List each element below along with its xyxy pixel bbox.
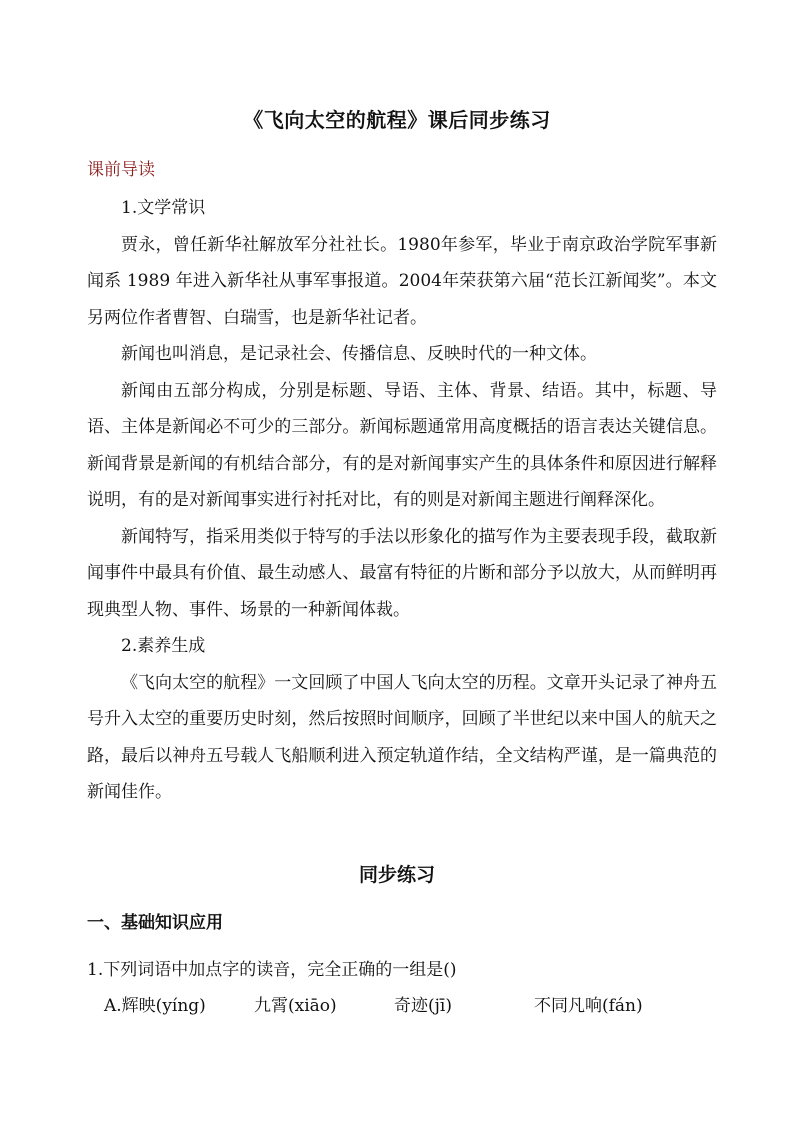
paragraph-news-feature: 新闻特写，指采用类似于特写的手法以形象化的描写作为主要表现手段，截取新闻事件中最具有价值、最生动感人、最富有特征的片断和部分予以放大，从而鲜明再现典型人物、事件、场景的一种新闻体裁。 [87, 526, 717, 620]
paragraph-news-structure: 新闻由五部分构成，分别是标题、导语、主体、背景、结语。其中，标题、导语、主体是新闻必不可少的三部分。新闻标题通常用高度概括的语言表达关键信息。新闻背景是新闻的有机结合部分，有的是对新闻事实产生的具体条件和原因进行解释说明，有的是对新闻事实进行衬托对比，有的则是对新闻主题进行阐释深化。 [87, 380, 717, 510]
option-item: 九霄(xiāo) [254, 996, 337, 1016]
option-item: 奇迹(jī) [394, 996, 452, 1016]
question-1-stem: 1.下列词语中加点字的读音，完全正确的一组是() [87, 960, 457, 980]
option-item: A.辉映(yíng) [104, 996, 206, 1016]
paragraph-author-bio: 贾永，曾任新华社解放军分社社长。1980年参军，毕业于南京政治学院军事新闻系 1989 年进入新华社从事军事报道。2004年荣获第六届“范长江新闻奖”。本文另两位作者曹智、白瑞雪，也是新华社记者。 [87, 234, 717, 328]
paragraph-news-definition: 新闻也叫消息，是记录社会、传播信息、反映时代的一种文体。 [121, 344, 597, 364]
pre-reading-body [87, 190, 717, 811]
practice-heading: 同步练习 [358, 864, 435, 886]
part-one-heading: 一、基础知识应用 [87, 913, 223, 933]
paragraph-summary: 《飞向太空的航程》一文回顾了中国人飞向太空的历程。文章开头记录了神舟五号升入太空的重要历史时刻，然后按照时间顺序，回顾了半世纪以来中国人的航天之路，最后以神舟五号载人飞船顺利进入预定轨道作结，全文结构严谨，是一篇典范的新闻佳作。 [87, 672, 717, 802]
section-heading-pre-reading: 课前导读 [87, 160, 155, 180]
page-title: 《飞向太空的航程》课后同步练习 [243, 108, 551, 132]
question-1-options [104, 991, 724, 1016]
option-item: 不同凡响(fán) [534, 996, 643, 1016]
subheading-literacy: 2.素养生成 [121, 636, 206, 656]
subheading-literary-knowledge: 1.文学常识 [121, 198, 206, 218]
